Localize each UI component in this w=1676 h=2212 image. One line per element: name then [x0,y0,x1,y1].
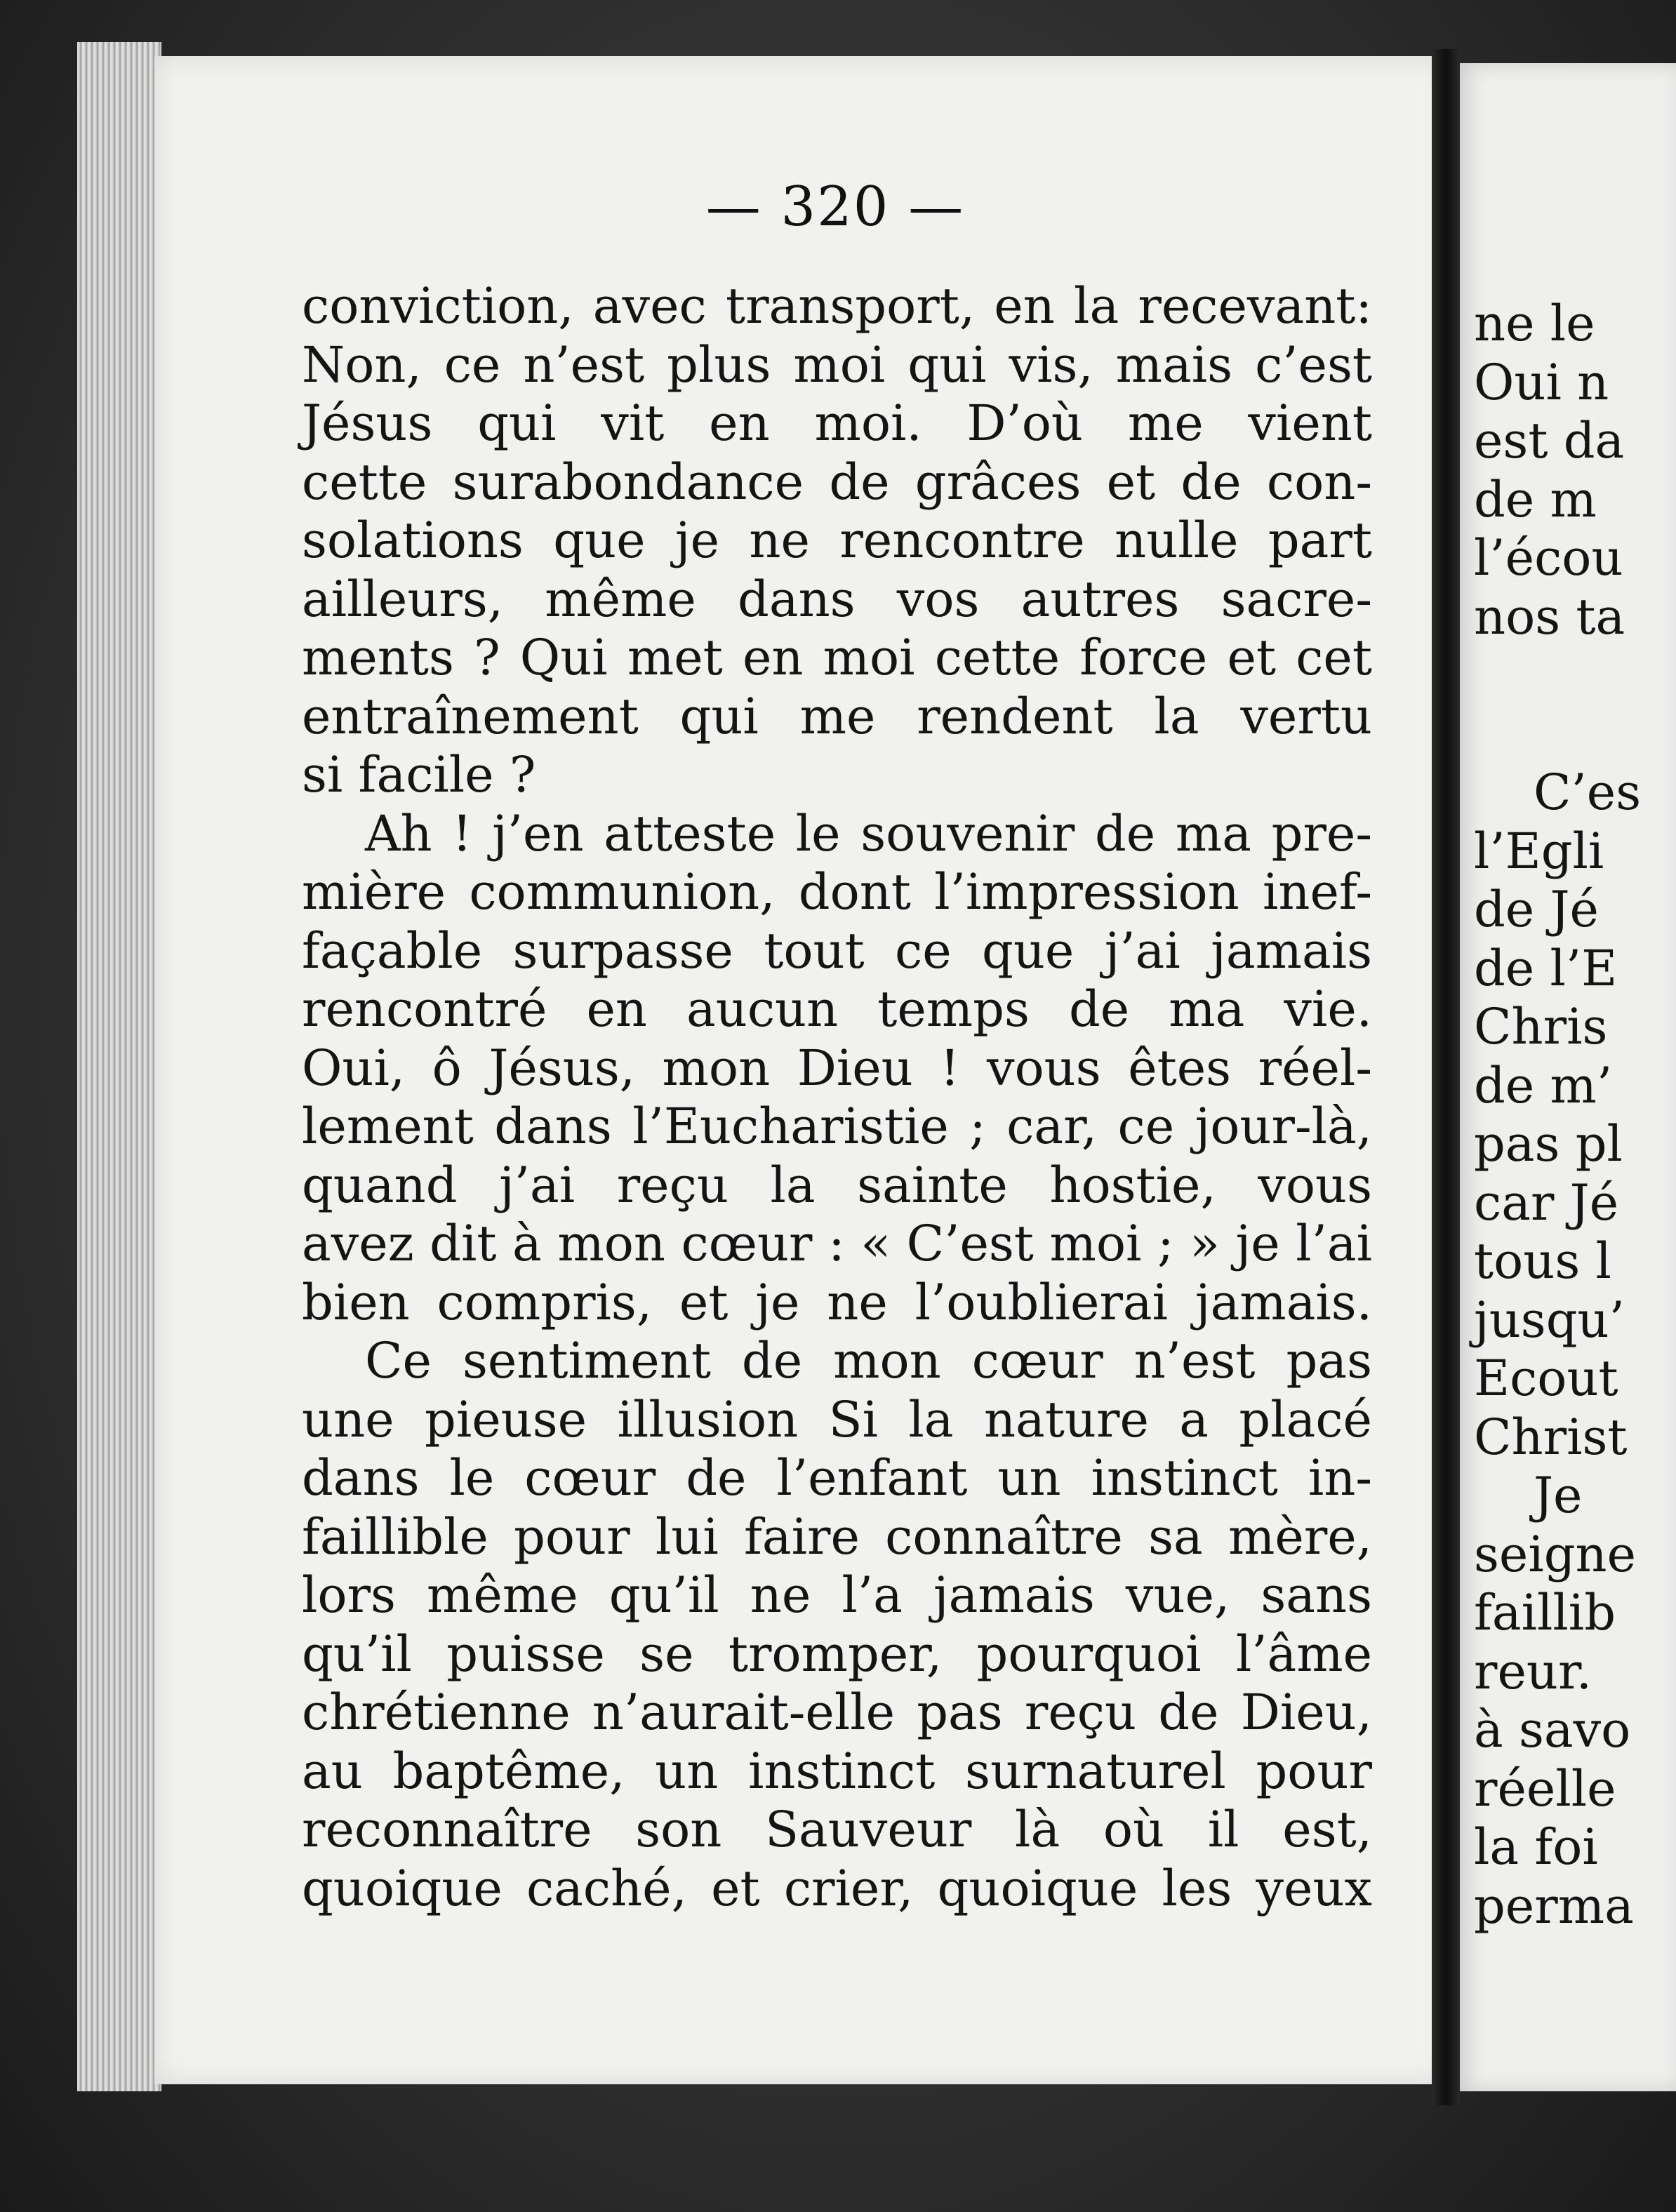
text-line: rencontré en aucun temps de ma vie. [302,980,1372,1038]
text-line: de Jé [1474,881,1599,938]
text-line: est da [1474,412,1625,469]
text-line: cette surabondance de grâces et de con- [302,453,1372,511]
text-line: Non, ce n’est plus moi qui vis, mais c’est [302,335,1372,394]
text-line: conviction, avec transport, en la recevant: [302,277,1372,335]
text-line: faillib [1474,1584,1616,1641]
text-line: l’Egli [1474,822,1604,880]
text-line: Christ [1474,1408,1628,1466]
text-line: jusqu’ [1474,1291,1625,1349]
text-line: l’écou [1474,529,1623,587]
text-line: faillible pour lui faire connaître sa mère, [302,1507,1372,1566]
text-line: nos ta [1474,587,1625,646]
text-line: lement dans l’Eucharistie ; car, ce jour-là, [302,1098,1372,1155]
text-line: lors même qu’il ne l’a jamais vue, sans [302,1566,1372,1624]
text-line: quand j’ai reçu la sainte hostie, vous [302,1156,1372,1214]
text-line: Ecout [1474,1350,1618,1407]
left-page-text [302,277,1372,1918]
text-line: de m [1474,470,1597,528]
text-line: mière communion, dont l’impression inef- [302,863,1372,921]
text-line: Ce sentiment de mon cœur n’est pas [365,1332,1372,1390]
blank-line [1474,705,1676,764]
text-line: Chris [1474,998,1608,1055]
text-line: chrétienne n’aurait-elle pas reçu de Dieu, [302,1684,1372,1741]
text-line: Jésus qui vit en moi. D’où me vient [302,394,1372,452]
text-line: C’es [1534,764,1642,821]
text-line: quoique caché, et crier, quoique les yeux [302,1859,1372,1917]
text-line: seigne [1474,1525,1637,1583]
text-line: de l’E [1474,939,1618,997]
text-line: de m’ [1474,1056,1613,1114]
text-line: reconnaître son Sauveur là où il est, [302,1801,1372,1858]
text-line: entraînement qui me rendent la vertu [302,687,1372,745]
text-line: car Jé [1474,1173,1619,1232]
text-line: dans le cœur de l’enfant un instinct in- [302,1449,1372,1507]
text-line: si facile ? [302,746,536,804]
page-edges [77,42,161,2091]
right-page [1460,63,1676,2091]
text-line: bien compris, et je ne l’oublierai jamais. [302,1273,1372,1331]
text-line: pas pl [1474,1115,1623,1173]
text-line: qu’il puisse se tromper, pourquoi l’âme [302,1625,1372,1683]
text-line: ailleurs, même dans vos autres sacre- [302,570,1372,628]
text-line: réelle [1474,1759,1616,1818]
text-line: Oui, ô Jésus, mon Dieu ! vous êtes réel- [302,1039,1372,1097]
text-line: la foi [1474,1818,1598,1876]
text-line: ments ? Qui met en moi cette force et cet [302,629,1372,686]
book-gutter [1432,49,1460,2105]
blank-line [1474,646,1676,705]
right-page-text [1474,295,1676,1936]
text-line: à savo [1474,1701,1631,1759]
text-line: ne le [1474,295,1595,352]
text-line: une pieuse illusion Si la nature a placé [302,1390,1372,1448]
text-line: au baptême, un instinct surnaturel pour [302,1742,1372,1800]
text-line: avez dit à mon cœur : « C’est moi ; » je l’ai [302,1215,1372,1272]
text-line: Ah ! j’en atteste le souvenir de ma pre- [365,804,1372,862]
text-line: perma [1474,1877,1634,1935]
text-line: Oui n [1474,353,1609,411]
text-line: solations que je ne rencontre nulle part [302,512,1372,569]
text-line: façable surpasse tout ce que j’ai jamais [302,921,1372,980]
text-line: reur. [1474,1642,1592,1700]
text-line: tous l [1474,1232,1611,1290]
text-line: Je [1534,1467,1583,1524]
page-number: — 320 — [705,175,965,239]
